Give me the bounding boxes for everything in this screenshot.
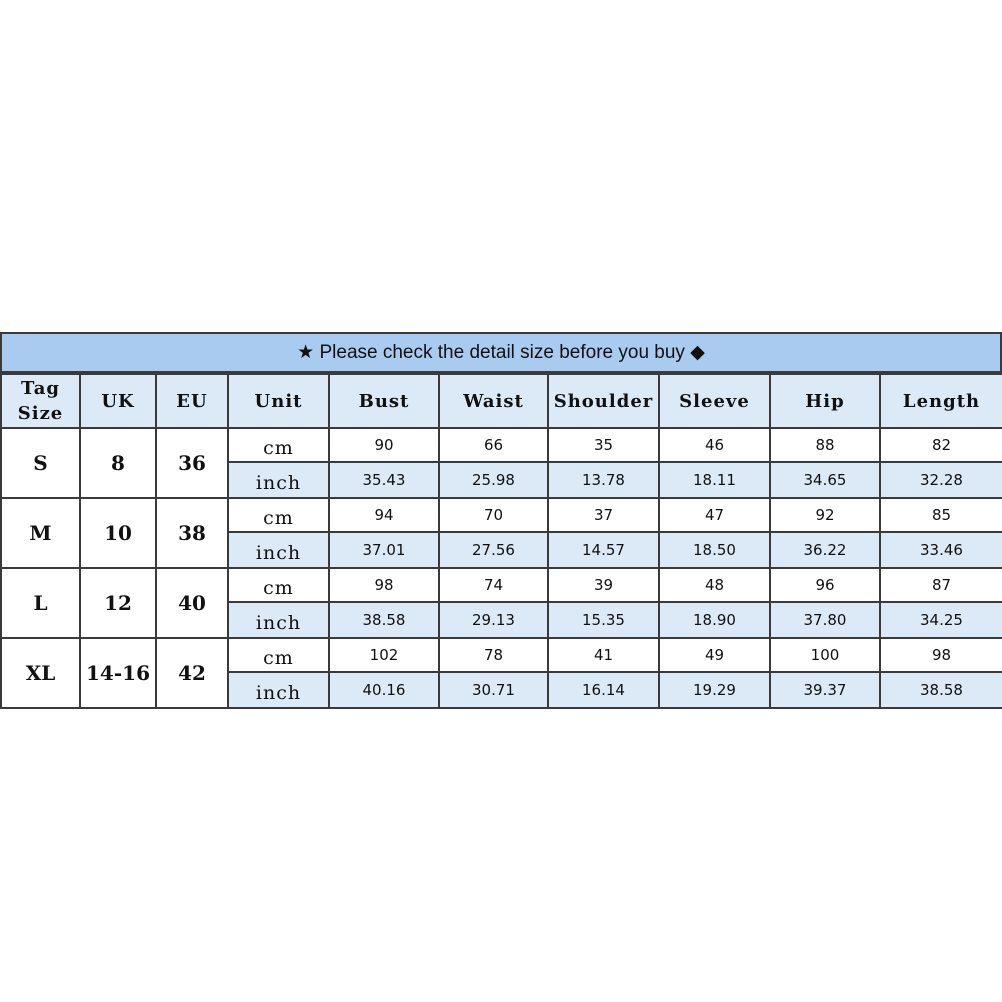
size-chart [0,332,1002,704]
header-shoulder: Shoulder [548,374,659,428]
bust-cell: 102 [329,638,439,672]
hip-cell: 36.22 [770,532,880,568]
length-cell: 85 [880,498,1002,532]
header-hip: Hip [770,374,880,428]
header-tag-line2: Size [17,403,64,424]
shoulder-cell: 39 [548,568,659,602]
unit-cell: cm [228,568,329,602]
length-cell: 34.25 [880,602,1002,638]
tag-size-cell: M [1,498,80,568]
unit-cell: inch [228,532,329,568]
header-eu: EU [156,374,228,428]
eu-size-cell: 38 [156,498,228,568]
length-cell: 38.58 [880,672,1002,708]
header-sleeve: Sleeve [659,374,770,428]
size-chart-banner: ★ Please check the detail size before you buy ◆ [0,332,1002,373]
uk-size-cell: 8 [80,428,156,498]
waist-cell: 74 [439,568,548,602]
length-cell: 87 [880,568,1002,602]
tag-size-cell: L [1,568,80,638]
hip-cell: 88 [770,428,880,462]
eu-size-cell: 42 [156,638,228,708]
tag-size-cell: S [1,428,80,498]
header-unit: Unit [228,374,329,428]
table-row [1,568,1002,602]
table-row [1,428,1002,462]
unit-cell: inch [228,462,329,498]
sleeve-cell: 18.90 [659,602,770,638]
sleeve-cell: 47 [659,498,770,532]
waist-cell: 78 [439,638,548,672]
tag-size-cell: XL [1,638,80,708]
sleeve-cell: 49 [659,638,770,672]
unit-cell: cm [228,638,329,672]
eu-size-cell: 36 [156,428,228,498]
uk-size-cell: 12 [80,568,156,638]
bust-cell: 37.01 [329,532,439,568]
length-cell: 33.46 [880,532,1002,568]
hip-cell: 96 [770,568,880,602]
shoulder-cell: 13.78 [548,462,659,498]
waist-cell: 70 [439,498,548,532]
waist-cell: 66 [439,428,548,462]
header-length: Length [880,374,1002,428]
bust-cell: 98 [329,568,439,602]
shoulder-cell: 15.35 [548,602,659,638]
shoulder-cell: 14.57 [548,532,659,568]
header-row [1,374,1002,428]
sleeve-cell: 18.50 [659,532,770,568]
unit-cell: cm [228,428,329,462]
sleeve-cell: 18.11 [659,462,770,498]
header-waist: Waist [439,374,548,428]
sleeve-cell: 48 [659,568,770,602]
header-uk: UK [80,374,156,428]
table-row [1,498,1002,532]
hip-cell: 92 [770,498,880,532]
uk-size-cell: 10 [80,498,156,568]
bust-cell: 38.58 [329,602,439,638]
table-row [1,638,1002,672]
shoulder-cell: 35 [548,428,659,462]
length-cell: 98 [880,638,1002,672]
hip-cell: 100 [770,638,880,672]
size-table [0,373,1002,709]
waist-cell: 25.98 [439,462,548,498]
eu-size-cell: 40 [156,568,228,638]
sleeve-cell: 46 [659,428,770,462]
header-bust: Bust [329,374,439,428]
unit-cell: inch [228,672,329,708]
header-tag-size [1,374,80,428]
sleeve-cell: 19.29 [659,672,770,708]
waist-cell: 29.13 [439,602,548,638]
waist-cell: 30.71 [439,672,548,708]
shoulder-cell: 41 [548,638,659,672]
header-tag-line1: Tag [21,378,60,399]
length-cell: 82 [880,428,1002,462]
bust-cell: 90 [329,428,439,462]
length-cell: 32.28 [880,462,1002,498]
unit-cell: cm [228,498,329,532]
shoulder-cell: 16.14 [548,672,659,708]
hip-cell: 37.80 [770,602,880,638]
waist-cell: 27.56 [439,532,548,568]
bust-cell: 94 [329,498,439,532]
hip-cell: 39.37 [770,672,880,708]
hip-cell: 34.65 [770,462,880,498]
bust-cell: 40.16 [329,672,439,708]
bust-cell: 35.43 [329,462,439,498]
uk-size-cell: 14-16 [80,638,156,708]
shoulder-cell: 37 [548,498,659,532]
unit-cell: inch [228,602,329,638]
